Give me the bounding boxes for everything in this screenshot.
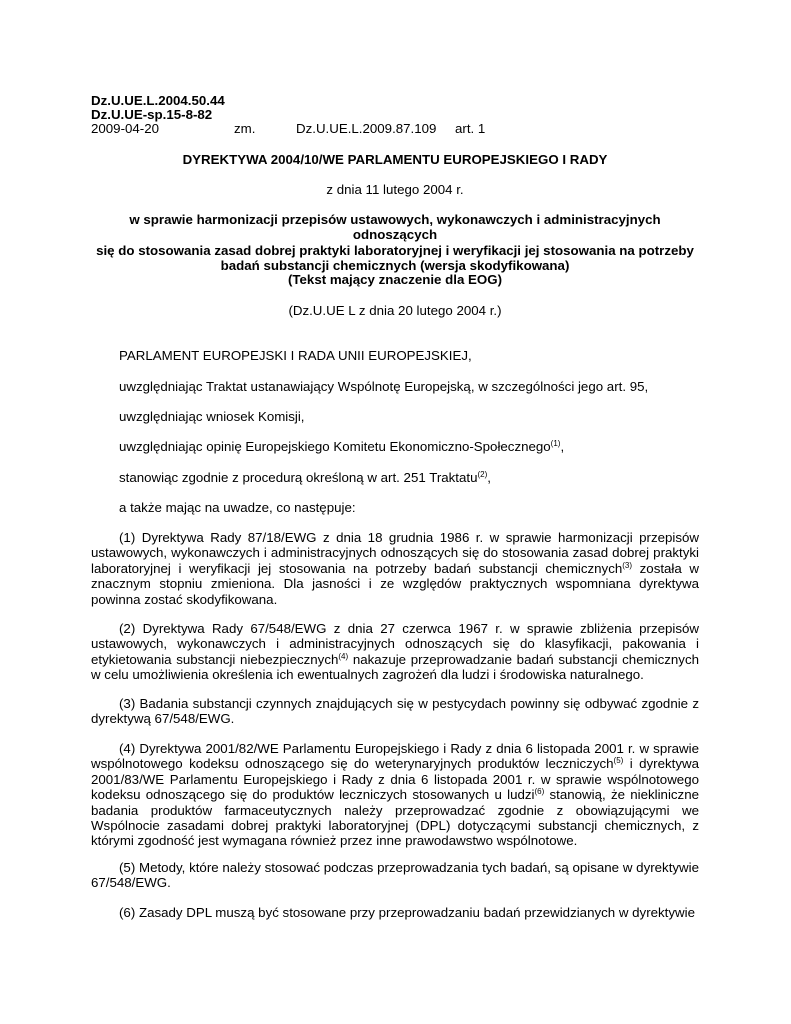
amendment-article: art. 1 bbox=[455, 121, 486, 136]
amendment-line bbox=[91, 121, 591, 136]
footnote-ref: (6) bbox=[534, 787, 545, 797]
amendment-date: 2009-04-20 bbox=[91, 121, 160, 136]
document-reference: Dz.U.UE.L.2004.50.44 bbox=[91, 93, 225, 108]
preamble-committee-opinion: uwzględniając opinię Europejskiego Komitetu Ekonomiczno-Społecznego$^{(1)}$, bbox=[119, 439, 565, 454]
amendment-reference: Dz.U.UE.L.2009.87.109 bbox=[296, 121, 437, 136]
footnote-ref: (5) bbox=[613, 756, 624, 766]
subject-line: badań substancji chemicznych (wersja skodyfikowana) bbox=[220, 258, 570, 274]
footnote-ref: (4) bbox=[338, 651, 349, 661]
recital-5: (5) Metody, które należy stosować podczas przeprowadzania tych badań, są opisane w dyrektywie 67/548/EWG. bbox=[91, 860, 699, 891]
preamble-parties: PARLAMENT EUROPEJSKI I RADA UNII EUROPEJSKIEJ, bbox=[119, 348, 472, 363]
recital-1: (1) Dyrektywa Rady 87/18/EWG z dnia 18 grudnia 1986 r. w sprawie harmonizacji przepisów ustawowych, wykonawczych i administracyjnych odnoszących się do stosowania zasad dobrej praktyki laboratoryjnej i weryfikacji jej stosowania na potrzeby badań substancji chemicznych$^{(3)}$ została w znacznym stopniu zmieniona. Dla jasności i ze względów praktycznych wspomniana dyrektywa powinna zostać skodyfikowana. bbox=[91, 530, 699, 607]
recital-4: (4) Dyrektywa 2001/82/WE Parlamentu Europejskiego i Rady z dnia 6 listopada 2001 r. w sprawie wspólnotowego kodeksu odnoszącego się do weterynaryjnych produktów leczniczych$^{(5)}$ i dyrektywa 2001/83/WE Parlamentu Europejskiego i Rady z dnia 6 listopada 2001 r. w sprawie wspólnotowego kodeksu odnoszącego się do produktów leczniczych stosowanych u ludzi$^{(6)}$ stanowią, że niekliniczne badania produktów farmaceutycznych należy przeprowadzać zgodnie z obowiązującymi we Wspólnocie zasadami dobrej praktyki laboratoryjnej (DPL) dotyczącymi substancji chemicznych, z którymi zgodność jest wymagana również przez inne prawodawstwo wspólnotowe. bbox=[91, 741, 699, 849]
recital-2: (2) Dyrektywa Rady 67/548/EWG z dnia 27 czerwca 1967 r. w sprawie zbliżenia przepisów ustawowych, wykonawczych i administracyjnych odnoszących się do klasyfikacji, pakowania i etykietowania substancji niebezpiecznych$^{(4)}$ nakazuje przeprowadzanie badań substancji chemicznych w celu umożliwienia określenia ich ewentualnych zagrożeń dla ludzi i środowiska naturalnego. bbox=[91, 621, 699, 683]
preamble-procedure: stanowiąc zgodnie z procedurą określoną w art. 251 Traktatu$^{(2)}$, bbox=[119, 470, 491, 485]
amendment-type: zm. bbox=[234, 121, 256, 136]
recital-3: (3) Badania substancji czynnych znajdujących się w pestycydach powinny się odbywać zgodnie z dyrektywą 67/548/EWG. bbox=[91, 696, 699, 727]
preamble-proposal: uwzględniając wniosek Komisji, bbox=[119, 409, 305, 424]
subject-line: się do stosowania zasad dobrej praktyki laboratoryjnej i weryfikacji jej stosowania na potrzeby bbox=[96, 242, 694, 258]
recital-6: (6) Zasady DPL muszą być stosowane przy przeprowadzaniu badań przewidzianych w dyrektywie bbox=[119, 905, 695, 920]
subject-line: w sprawie harmonizacji przepisów ustawowych, wykonawczych i administracyjnych odnoszących bbox=[129, 212, 661, 243]
document-subject bbox=[91, 212, 699, 274]
footnote-ref: (3) bbox=[622, 560, 633, 570]
official-journal-reference: (Dz.U.UE L z dnia 20 lutego 2004 r.) bbox=[288, 303, 502, 318]
document-date: z dnia 11 lutego 2004 r. bbox=[326, 182, 464, 197]
special-edition-reference: Dz.U.UE-sp.15-8-82 bbox=[91, 107, 213, 122]
footnote-ref: (1) bbox=[550, 439, 561, 448]
preamble-treaty: uwzględniając Traktat ustanawiający Wspólnotę Europejską, w szczególności jego art. 95, bbox=[119, 379, 649, 394]
footnote-ref: (2) bbox=[477, 470, 488, 479]
eea-relevance-note: (Tekst mający znaczenie dla EOG) bbox=[287, 272, 503, 287]
document-title: DYREKTYWA 2004/10/WE PARLAMENTU EUROPEJSKIEGO I RADY bbox=[182, 152, 608, 167]
preamble-whereas: a także mając na uwadze, co następuje: bbox=[119, 500, 356, 515]
